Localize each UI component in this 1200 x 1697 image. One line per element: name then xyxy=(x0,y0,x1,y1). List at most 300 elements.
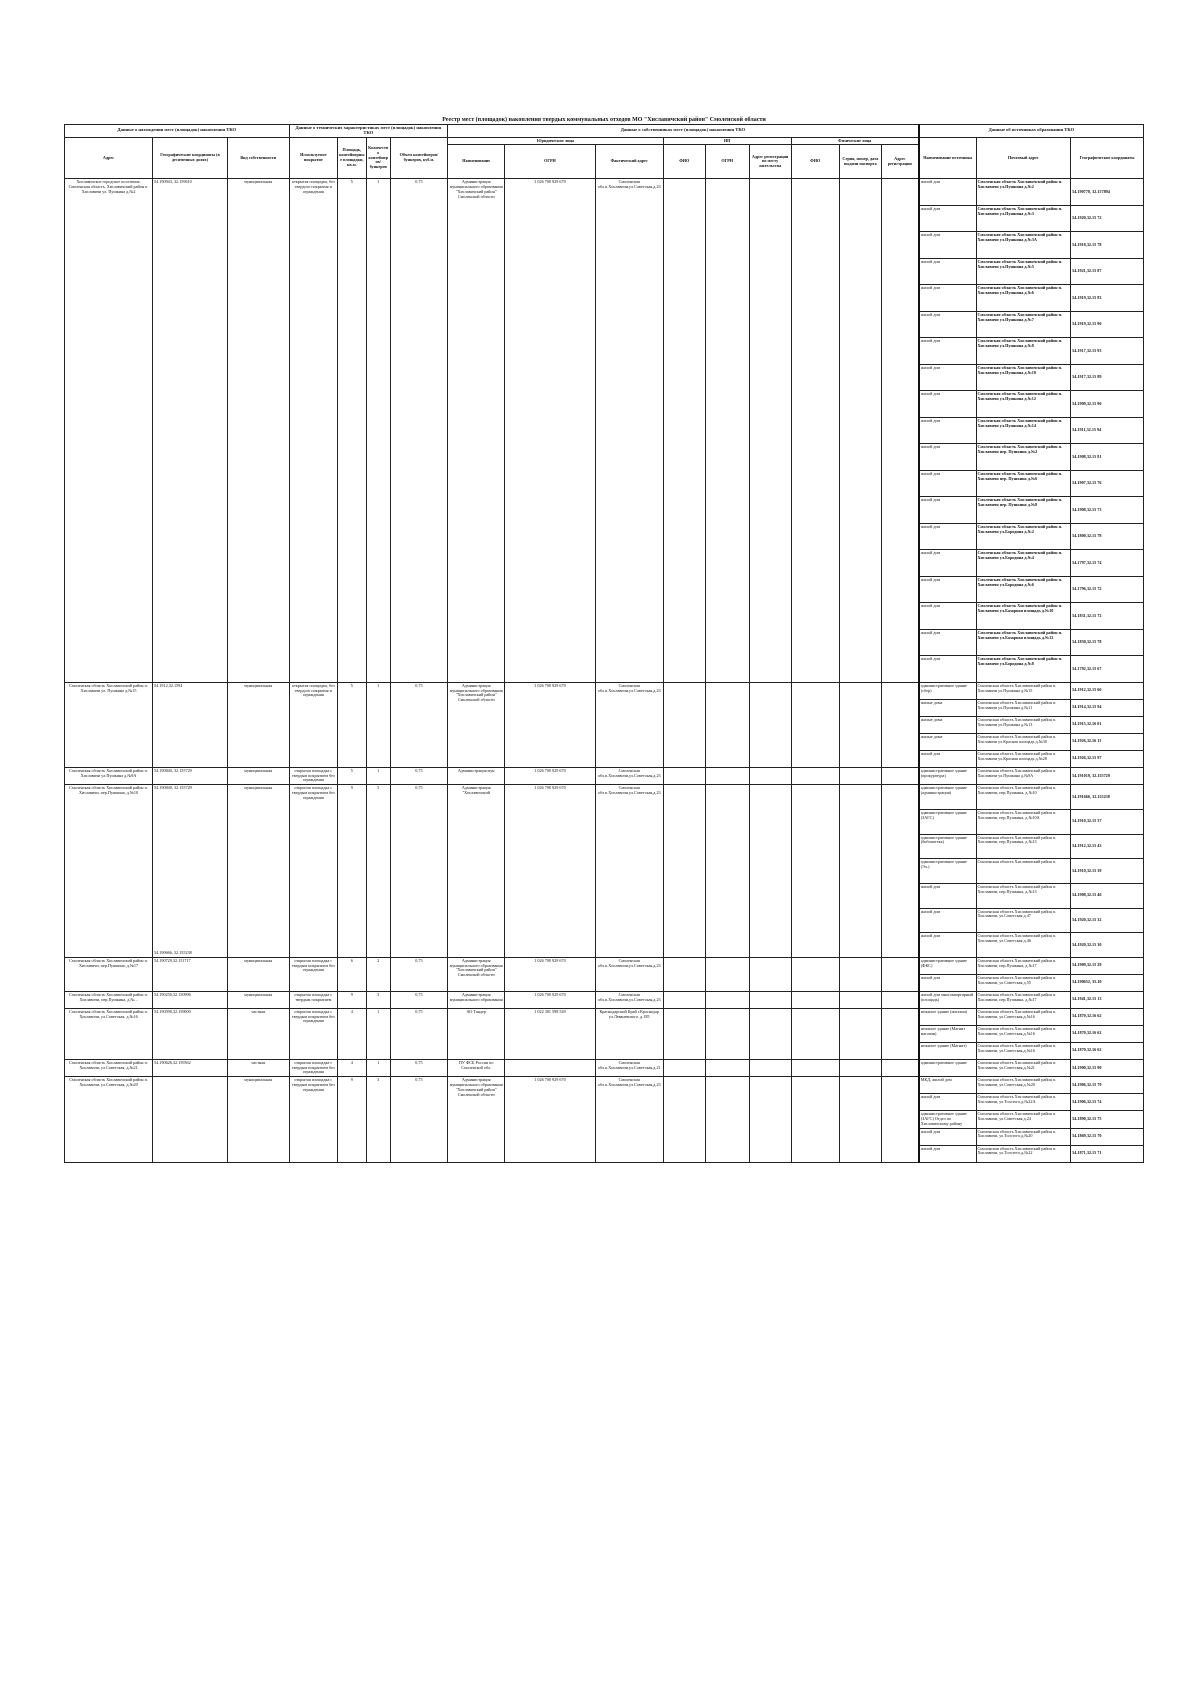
owner-legal-name: АО Тандер xyxy=(448,1008,505,1059)
source-address: Смоленская область Хиславичский район п. Хиславичи, пер.Пушкина, д.№13 xyxy=(976,834,1071,859)
owner-fl-passport xyxy=(839,1077,881,1162)
owner-legal-name: ПУ ФСБ России по Смоленской обл. xyxy=(448,1059,505,1076)
site-container-count: 2 xyxy=(366,957,390,991)
owner-legal-name: Администрация муниципального образования "Хиславичский район" Смоленской области xyxy=(448,957,505,991)
site-container-volume: 0,75 xyxy=(390,785,447,958)
site-geo xyxy=(153,991,228,1008)
source-name: жилой дом xyxy=(919,285,976,312)
source-address: Смоленская область Хиславичский район п. Хиславичи, ул.Толстого,д.№22 xyxy=(976,1145,1071,1162)
source-address: Смоленская область Хиславичский район п. Хиславичи ул.Пушкина д.№3 xyxy=(976,205,1071,232)
site-owner-type: муниципальная xyxy=(227,991,289,1008)
source-geo: 54.1909,32.15 96 xyxy=(1071,391,1144,418)
source-address: Смоленская область Хиславичский район п. Хиславичи ул.Базарная площадь д.№12 xyxy=(976,629,1071,656)
site-area: 9 xyxy=(338,991,367,1008)
site-geo xyxy=(153,1059,228,1076)
site-address: Смоленская область Хиславичский район п. Хиславичи, пер.Пушкина, д.№17 xyxy=(65,957,153,991)
source-geo: 54.1870,32.16 62 xyxy=(1071,1042,1144,1059)
owner-legal-name: Администрация муниципального образования "Хиславичский район" Смоленской области xyxy=(448,682,505,767)
owner-ip-fio xyxy=(663,785,705,958)
source-address: Смоленская область Хиславичский район п. Хиславичи, ул.Советская,д.№16 xyxy=(976,1008,1071,1025)
group-header-technical: Данные о технических характеристиках мест (площадок) накопления ТКО xyxy=(289,125,448,138)
site-geo-value-secondary: 54.190666, 32.155238 xyxy=(154,950,192,956)
site-container-count: 1 xyxy=(366,682,390,767)
source-geo: 54.190652, 35.10 xyxy=(1071,974,1144,991)
source-geo: 54.1915,32.16 01 xyxy=(1071,716,1144,733)
source-name: жилой дом xyxy=(919,232,976,259)
owner-ip-address xyxy=(749,991,791,1008)
owner-legal-address: Смоленская обл.п.Хиславичи,ул.Советская,д.23 xyxy=(595,1077,663,1162)
header-geo: Географические координаты (в десятичных долях) xyxy=(153,137,228,179)
owner-fl-passport xyxy=(839,1008,881,1059)
header-volume: Объем контейнеров/бункеров, куб.м. xyxy=(390,137,447,179)
source-name: жилой дом xyxy=(919,883,976,908)
group-header-location: Данные о нахождении мест (площадок) накопления ТКО xyxy=(65,125,290,138)
source-address: Смоленская область Хиславичский район п. Хиславичи, ул.Советская д.24 xyxy=(976,1111,1071,1128)
owner-fl-fio xyxy=(791,682,839,767)
source-name: жилой дом xyxy=(919,908,976,933)
site-container-count: 3 xyxy=(366,785,390,958)
site-container-count: 1 xyxy=(366,1008,390,1059)
site-geo xyxy=(153,682,228,767)
owner-fl-fio xyxy=(791,785,839,958)
site-surface: открытая площадка, без твердого покрытия и ограждения xyxy=(289,682,337,767)
source-address: Смоленская область Хиславичский район п. xyxy=(976,859,1071,884)
source-name: жилой дом xyxy=(919,444,976,471)
owner-ip-ogrn xyxy=(705,1008,749,1059)
table-row xyxy=(65,957,1144,974)
source-address: Смоленская область Хиславичский район п. Хиславичи, ул.Советская,д.№20 xyxy=(976,1077,1071,1094)
source-address: Смоленская область Хиславичский район п. Хиславичи ул.Бородина д.№8 xyxy=(976,656,1071,683)
site-container-count: 1 xyxy=(366,179,390,683)
owner-fl-fio xyxy=(791,767,839,784)
site-container-volume: 0,75 xyxy=(390,957,447,991)
header-ip-ogrn: ОГРН xyxy=(705,145,749,179)
owner-fl-passport xyxy=(839,957,881,991)
header-legal-name: Наименование xyxy=(448,145,505,179)
source-name: жилой дом xyxy=(919,205,976,232)
source-geo: 54.1906,32.15 74 xyxy=(1071,1094,1144,1111)
source-geo: 54.1908,32.15 73 xyxy=(1071,497,1144,524)
source-geo: 54.1830,32.15 78 xyxy=(1071,629,1144,656)
owner-fl-fio xyxy=(791,1059,839,1076)
source-address: Смоленская область Хиславичский район п. Хиславичи ул.Красная площадь д.№30 xyxy=(976,733,1071,750)
table-row xyxy=(65,1008,1144,1025)
owner-ip-address xyxy=(749,785,791,958)
site-geo-value: 54.190943, 32.159610 xyxy=(154,179,192,185)
source-name: административное здание xyxy=(919,1059,976,1076)
owner-fl-fio xyxy=(791,991,839,1008)
header-legal-address: Фактический адрес xyxy=(595,145,663,179)
source-name: жилой дом xyxy=(919,656,976,683)
owner-fl-address xyxy=(881,957,918,991)
source-name: жилой дом xyxy=(919,1145,976,1162)
header-fl-fio: ФИО xyxy=(791,145,839,179)
source-geo: 54.191666, 32.155238 xyxy=(1071,785,1144,810)
source-address: Смоленская область Хиславичский район п. Хиславичи ул.Пушкина д.№12 xyxy=(976,391,1071,418)
source-name: жилые дома xyxy=(919,716,976,733)
owner-fl-address xyxy=(881,1077,918,1162)
owner-legal-address: Смоленская обл.п.Хиславичи,ул.Советская,д.23 xyxy=(595,991,663,1008)
owner-fl-address xyxy=(881,785,918,958)
site-surface: открытая площадка с твердым покрытием xyxy=(289,991,337,1008)
owner-ip-address xyxy=(749,179,791,683)
source-name: жилой дом xyxy=(919,391,976,418)
subgroup-legal: Юридические лица xyxy=(448,137,664,145)
site-geo-value: 54.190626,32.159362 xyxy=(154,1059,191,1065)
owner-ip-ogrn xyxy=(705,785,749,958)
site-surface: открытая площадка с твердым покрытием без ограждения xyxy=(289,1077,337,1162)
site-geo-value: 54.190250,32.150996 xyxy=(154,991,191,997)
header-source-name: Наименование источника xyxy=(919,137,976,179)
group-header-owners: Данные о собственниках мест (площадок) накопления ТКО xyxy=(448,125,919,138)
source-name: административное здание (библиотека) xyxy=(919,834,976,859)
source-address: Смоленская область Хиславичский район п. Хиславичи, пер.Пушкина, д.№10А xyxy=(976,809,1071,834)
source-geo: 54.1869,32.15 70 xyxy=(1071,1128,1144,1145)
table-row xyxy=(65,991,1144,1008)
owner-ip-ogrn xyxy=(705,957,749,991)
owner-fl-fio xyxy=(791,179,839,683)
site-geo xyxy=(153,957,228,991)
site-container-volume: 0,75 xyxy=(390,682,447,767)
source-name: административное здание (ФКС) xyxy=(919,957,976,974)
owner-legal-ogrn: 1 026 700 929 670 xyxy=(505,682,595,767)
source-geo: 54.1900,32.15 90 xyxy=(1071,1059,1144,1076)
owner-ip-address xyxy=(749,682,791,767)
owner-ip-fio xyxy=(663,1008,705,1059)
owner-legal-ogrn: 1 026 700 929 670 xyxy=(505,767,595,784)
source-address: Смоленская область Хиславичский район п. Хиславичи пер. Пушкина д.№2 xyxy=(976,444,1071,471)
owner-legal-ogrn: 1 026 700 929 670 xyxy=(505,1077,595,1162)
source-geo: 54.1920,32.15 72 xyxy=(1071,205,1144,232)
source-name: жилой дом xyxy=(919,629,976,656)
source-address: Смоленская область Хиславичский район п. Хиславичи, ул.Советская,д.№21 xyxy=(976,1059,1071,1076)
source-name: жилой дом xyxy=(919,417,976,444)
owner-fl-passport xyxy=(839,991,881,1008)
source-address: Смоленская область Хиславичский район п. Хиславичи пер. Пушкина д.№6 xyxy=(976,470,1071,497)
site-owner-type: муниципальная xyxy=(227,767,289,784)
source-geo: 54.1919,32.15 96 xyxy=(1071,311,1144,338)
source-address: Смоленская область Хиславичский район п. Хиславичи ул.Бородина д.№2 xyxy=(976,523,1071,550)
source-geo: 54.1920,32.15 32 xyxy=(1071,908,1144,933)
source-name: жилой дом xyxy=(919,338,976,365)
owner-fl-passport xyxy=(839,785,881,958)
source-geo: 54.1800,32.15 78 xyxy=(1071,523,1144,550)
table-row xyxy=(65,767,1144,784)
owner-legal-address: Смоленская обл.п.Хиславичи,ул.Советская,д.23 xyxy=(595,957,663,991)
owner-ip-address xyxy=(749,1008,791,1059)
site-geo-value: 54.190590,32.159000 xyxy=(154,1008,191,1014)
site-owner-type: муниципальная xyxy=(227,179,289,683)
site-address: Смоленская область Хиславичский район п. Хиславичи, пер.Пушкина, д.№... xyxy=(65,991,153,1008)
owner-fl-fio xyxy=(791,957,839,991)
header-ip-address: Адрес регистрации по месту жительства xyxy=(749,145,791,179)
site-area: 9 xyxy=(338,785,367,958)
owner-fl-passport xyxy=(839,767,881,784)
site-container-count: 3 xyxy=(366,1077,390,1162)
source-geo: 54.1907,32.15 76 xyxy=(1071,470,1144,497)
source-address: Смоленская область Хиславичский район п. Хиславичи ул.Пушкина д.№6 xyxy=(976,285,1071,312)
site-geo xyxy=(153,1008,228,1059)
source-geo: 54.1908,32.15 81 xyxy=(1071,444,1144,471)
source-geo: 54.1926,32.15 97 xyxy=(1071,750,1144,767)
table-row xyxy=(65,785,1144,810)
source-geo: 54.1890,32.15 75 xyxy=(1071,1111,1144,1128)
source-name: жилой дом xyxy=(919,576,976,603)
site-geo-value: 54.1912,32.1594 xyxy=(154,682,183,688)
source-address: Смоленская область Хиславичский район п. Хиславичи ул.Пушкина д.№9А xyxy=(976,767,1071,784)
source-address: Смоленская область Хиславичский район п. Хиславичи ул.Бородина д.№4 xyxy=(976,550,1071,577)
source-geo: 54.190778, 32.157894 xyxy=(1071,179,1144,206)
source-name: административное здание (ЗАГС) xyxy=(919,809,976,834)
source-address: Смоленская область Хиславичский район п. Хиславичи, ул.Советская,д.№16 xyxy=(976,1042,1071,1059)
owner-ip-address xyxy=(749,767,791,784)
source-geo: 54.1920,32.15 30 xyxy=(1071,933,1144,958)
owner-legal-address: Смоленская обл.п.Хиславичи,ул.Советская,д.23 xyxy=(595,767,663,784)
subgroup-ip: ИП xyxy=(663,137,791,145)
site-address: Смоленская область Хиславичский район п. Хиславичи ул.Пушкина д.№9А xyxy=(65,767,153,784)
source-address: Смоленская область Хиславичский район п. Хиславичи ул.Базарная площадь д.№10 xyxy=(976,603,1071,630)
owner-ip-ogrn xyxy=(705,179,749,683)
owner-legal-ogrn: 1 026 700 929 670 xyxy=(505,957,595,991)
owner-legal-address: Смоленская обл.п.Хиславичи,ул.Советская,д.23 xyxy=(595,682,663,767)
source-name: административное здание (сбер) xyxy=(919,682,976,699)
source-address: Смоленская область Хиславичский район п. Хиславичи, ул.Советская д.46 xyxy=(976,933,1071,958)
site-geo xyxy=(153,785,228,958)
source-geo: 54.1912,32.15 66 xyxy=(1071,682,1144,699)
site-geo-value: 54.190840, 32.155729 xyxy=(154,785,192,791)
source-name: жилой дом xyxy=(919,523,976,550)
source-name: жилой дом xyxy=(919,603,976,630)
site-address: Смоленская область Хиславичский район п. Хиславичи, ул.Советская, д.№16 xyxy=(65,1008,153,1059)
source-name: жилой дом xyxy=(919,1094,976,1111)
owner-ip-fio xyxy=(663,1077,705,1162)
source-address: Смоленская область Хиславичский район п. Хиславичи ул.Пушкина д.№10 xyxy=(976,364,1071,391)
source-geo: 54.1912,32.15 43 xyxy=(1071,834,1144,859)
owner-ip-address xyxy=(749,1059,791,1076)
source-name: административное здание (администрация) xyxy=(919,785,976,810)
table-row xyxy=(65,179,1144,206)
site-container-count: 1 xyxy=(366,767,390,784)
source-geo: 54.1926,32.16 11 xyxy=(1071,733,1144,750)
group-header-sources: Данные об источниках образования ТКО xyxy=(919,125,1144,138)
owner-legal-address: Краснодарский Край г.Краснодар ул.Леваневского, д.185 xyxy=(595,1008,663,1059)
document-title: Реестр мест (площадок) накопления твердых коммунальных отходов МО "Хиславичский район" Смоленской области xyxy=(442,117,766,123)
site-container-count: 3 xyxy=(366,991,390,1008)
site-geo xyxy=(153,767,228,784)
header-legal-ogrn: ОГРН xyxy=(505,145,595,179)
site-owner-type: муниципальная xyxy=(227,957,289,991)
site-area: 6 xyxy=(338,957,367,991)
site-geo xyxy=(153,1077,228,1162)
owner-fl-address xyxy=(881,767,918,784)
subgroup-individuals: Физические лица xyxy=(791,137,919,145)
header-area: Площадь, контейнерные площадки, кв.м. xyxy=(338,137,367,179)
site-container-volume: 0,75 xyxy=(390,1008,447,1059)
header-ip-fio: ФИО xyxy=(663,145,705,179)
source-address: Смоленская область Хиславичский район п. Хиславичи, пер.Пушкина, д.№10 xyxy=(976,785,1071,810)
site-address: Смоленская область Хиславичский район п. Хиславичи, ул.Советская, д.№21 xyxy=(65,1059,153,1076)
site-surface: открытая площадка с твердым покрытием без ограждения xyxy=(289,767,337,784)
site-surface: открытая площадка с твердым покрытием без ограждения xyxy=(289,785,337,958)
source-address: Смоленская область Хиславичский район п. Хиславичи, ул.Толстого,д.№20 xyxy=(976,1128,1071,1145)
source-name: нежилое здание (Магнит магазин) xyxy=(919,1025,976,1042)
owner-ip-fio xyxy=(663,1059,705,1076)
source-name: жилой дом xyxy=(919,497,976,524)
site-owner-type: муниципальная xyxy=(227,682,289,767)
header-address: Адрес xyxy=(65,137,153,179)
site-geo-value: 54.190840, 32.155729 xyxy=(154,767,192,773)
owner-ip-ogrn xyxy=(705,767,749,784)
source-address: Смоленская область Хиславичский район п. Хиславичи ул.Пушкина д.№7 xyxy=(976,311,1071,338)
owner-ip-ogrn xyxy=(705,1059,749,1076)
source-name: нежилое здание (Магнит) xyxy=(919,1042,976,1059)
header-count: Количество контейнеров/бункеров xyxy=(366,137,390,179)
site-owner-type: муниципальная xyxy=(227,785,289,958)
owner-legal-ogrn: 1 026 700 929 670 xyxy=(505,179,595,683)
source-name: МКД, жилой дом xyxy=(919,1077,976,1094)
owner-legal-address: Смоленская обл.п.Хиславичи,ул.Советская,д.21 xyxy=(595,1059,663,1076)
source-name: административное здание (прокуратура) xyxy=(919,767,976,784)
header-fl-address: Адрес регистрации xyxy=(881,145,918,179)
owner-ip-fio xyxy=(663,179,705,683)
header-surface: Используемое покрытие xyxy=(289,137,337,179)
source-name: нежилое здание (магазин) xyxy=(919,1008,976,1025)
owner-ip-ogrn xyxy=(705,682,749,767)
site-area: 5 xyxy=(338,179,367,683)
owner-ip-fio xyxy=(663,682,705,767)
owner-legal-address: Смоленская обл.п.Хиславичи,ул.Советская,д.23 xyxy=(595,179,663,683)
source-address: Смоленская область Хиславичский район п. Хиславичи ул.Пушкина д.№14 xyxy=(976,417,1071,444)
source-name: жилой дом xyxy=(919,258,976,285)
site-area: 9 xyxy=(338,1077,367,1162)
source-geo: 54.1914,32.15 94 xyxy=(1071,699,1144,716)
source-address: Смоленская область Хиславичский район п. Хиславичи, пер.Пушкина, д.№17 xyxy=(976,957,1071,974)
table-row xyxy=(65,1077,1144,1094)
source-geo: 54.1908,32.15 46 xyxy=(1071,883,1144,908)
source-name: административное здание (Эл.) xyxy=(919,859,976,884)
source-geo: 54.1917,32.15 89 xyxy=(1071,364,1144,391)
site-area: 4 xyxy=(338,1059,367,1076)
owner-fl-passport xyxy=(839,682,881,767)
source-name: жилой дом xyxy=(919,470,976,497)
source-address: Смоленская область Хиславичский район п. Хиславичи ул.Пушкина д.№5 xyxy=(976,258,1071,285)
site-owner-type: частная xyxy=(227,1008,289,1059)
source-name: жилой дом xyxy=(919,933,976,958)
site-surface: открытая площадка с твердым покрытием без ограждения xyxy=(289,1059,337,1076)
site-address: Смоленская область Хиславичский район п. Хиславичи, пер.Пушкина, д.№10 xyxy=(65,785,153,958)
owner-fl-address xyxy=(881,1008,918,1059)
owner-legal-address: Смоленская обл.п.Хиславичи,ул.Советская,д.23 xyxy=(595,785,663,958)
site-area: 5 xyxy=(338,682,367,767)
site-container-volume: 0,75 xyxy=(390,1059,447,1076)
owner-legal-name: Администрация "Хиславичский xyxy=(448,785,505,958)
site-address: Хиславичское городское поселение, Смоленская область, Хиславичский район п. Хиславичи ул. Пушкина д.№2 xyxy=(65,179,153,683)
owner-ip-fio xyxy=(663,767,705,784)
source-name: жилой дом xyxy=(919,750,976,767)
owner-fl-passport xyxy=(839,1059,881,1076)
source-address: Смоленская область Хиславичский район п. Хиславичи, ул.Советская д.55 xyxy=(976,974,1071,991)
source-address: Смоленская область Хиславичский район п. Хиславичи пер. Пушкина д.№8 xyxy=(976,497,1071,524)
site-container-volume: 0,75 xyxy=(390,179,447,683)
owner-ip-fio xyxy=(663,957,705,991)
header-source-geo: Географические координаты xyxy=(1071,137,1144,179)
source-geo: 54.1921,32.15 87 xyxy=(1071,258,1144,285)
site-geo-value: 54.190729,32.151717 xyxy=(154,957,191,963)
site-owner-type: частная xyxy=(227,1059,289,1076)
source-geo: 54.1910,32.15 37 xyxy=(1071,809,1144,834)
source-address: Смоленская область Хиславичский район п. Хиславичи, ул.Советская д.47 xyxy=(976,908,1071,933)
site-address: Смоленская область Хиславичский район п. Хиславичи ул. Пушкина д.№15 xyxy=(65,682,153,767)
source-geo: 54.1918,32.15 78 xyxy=(1071,232,1144,259)
source-geo: 54.191019, 32.155729 xyxy=(1071,767,1144,784)
source-name: жилой дом многоквартирный (площадь) xyxy=(919,991,976,1008)
source-name: жилой дом xyxy=(919,1128,976,1145)
owner-ip-address xyxy=(749,1077,791,1162)
site-geo xyxy=(153,179,228,683)
source-address: Смоленская область Хиславичский район п. Хиславичи ул.Бородина д.№6 xyxy=(976,576,1071,603)
source-geo: 54.1941,32.15 13 xyxy=(1071,991,1144,1008)
source-name: административное здание (ЗАГС) Отдел по Хиславичскому району xyxy=(919,1111,976,1128)
source-address: Смоленская область Хиславичский район п. Хиславичи, ул.Советская,д.№16 xyxy=(976,1025,1071,1042)
site-address: Смоленская область Хиславичский район п. Хиславичи, ул.Советская, д.№20 xyxy=(65,1077,153,1162)
owner-fl-passport xyxy=(839,179,881,683)
owner-ip-fio xyxy=(663,991,705,1008)
owner-ip-address xyxy=(749,957,791,991)
owner-ip-ogrn xyxy=(705,1077,749,1162)
source-geo: 54.1870,32.16 62 xyxy=(1071,1025,1144,1042)
site-area: 5 xyxy=(338,767,367,784)
source-name: жилой дом xyxy=(919,550,976,577)
owner-fl-address xyxy=(881,682,918,767)
owner-fl-address xyxy=(881,991,918,1008)
header-fl-passport: Серия, номер, дата выдачи паспорта xyxy=(839,145,881,179)
source-geo: 54.1870,32.16 62 xyxy=(1071,1008,1144,1025)
source-address: Смоленская область Хиславичский район п. Хиславичи ул.Пушкина д.№3А xyxy=(976,232,1071,259)
registry-page xyxy=(64,116,1144,1163)
site-area: 4 xyxy=(338,1008,367,1059)
source-name: жилой дом xyxy=(919,311,976,338)
source-address: Смоленская область Хиславичский район п. Хиславичи, пер.Пушкина, д.№17 xyxy=(976,991,1071,1008)
source-address: Смоленская область Хиславичский район п. Хиславичи ул.Пушкина д.№11 xyxy=(976,699,1071,716)
owner-legal-ogrn: 1 026 700 929 670 xyxy=(505,991,595,1008)
source-geo: 54.1831,32.15 72 xyxy=(1071,603,1144,630)
source-address: Смоленская область Хиславичский район п. Хиславичи ул.Пушкина д.№2 xyxy=(976,179,1071,206)
registry-table xyxy=(64,124,1144,1163)
source-geo: 54.1909,32.15 29 xyxy=(1071,957,1144,974)
owner-fl-fio xyxy=(791,1077,839,1162)
source-geo: 54.1906,32.15 79 xyxy=(1071,1077,1144,1094)
source-geo: 54.1797,32.15 74 xyxy=(1071,550,1144,577)
site-owner-type: муниципальная xyxy=(227,1077,289,1162)
source-geo: 54.1796,32.15 72 xyxy=(1071,576,1144,603)
owner-legal-ogrn: 1 022 301 598 549 xyxy=(505,1008,595,1059)
site-container-volume: 0,75 xyxy=(390,991,447,1008)
site-container-volume: 0,75 xyxy=(390,1077,447,1162)
owner-fl-fio xyxy=(791,1008,839,1059)
owner-ip-ogrn xyxy=(705,991,749,1008)
site-surface: открытая площадка, без твердого покрытия и ограждения xyxy=(289,179,337,683)
source-geo: 54.1792,32.15 67 xyxy=(1071,656,1144,683)
source-name: жилые дома xyxy=(919,699,976,716)
owner-legal-ogrn xyxy=(505,1059,595,1076)
source-geo: 54.1871,32.15 71 xyxy=(1071,1145,1144,1162)
table-row xyxy=(65,1059,1144,1076)
source-name: жилые дома xyxy=(919,733,976,750)
header-owner-type: Вид собственности xyxy=(227,137,289,179)
header-source-address: Почтовый адрес xyxy=(976,137,1071,179)
source-geo: 54.1911,32.15 94 xyxy=(1071,417,1144,444)
owner-legal-ogrn: 1 026 700 929 670 xyxy=(505,785,595,958)
